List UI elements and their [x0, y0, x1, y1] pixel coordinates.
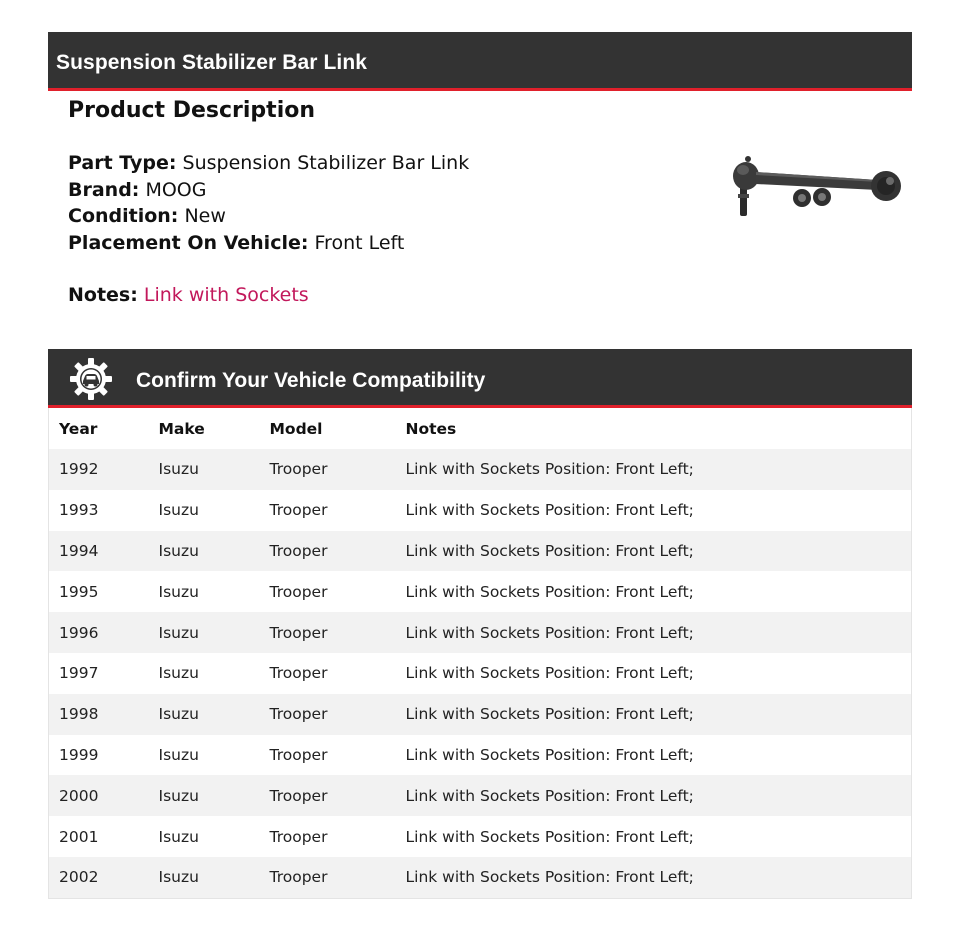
column-header-notes: Notes	[405, 419, 457, 438]
cell-year: 1996	[49, 612, 149, 653]
cell-notes: Link with Sockets Position: Front Left;	[405, 827, 694, 846]
spec-value: Suspension Stabilizer Bar Link	[182, 152, 470, 174]
notes-link[interactable]: Link with Sockets	[143, 284, 309, 306]
notes-label: Notes:	[68, 284, 138, 306]
table-row	[49, 490, 912, 531]
cell-model: Trooper	[260, 775, 396, 816]
cell-make: Isuzu	[158, 745, 199, 764]
compatibility-table	[48, 408, 912, 899]
cell-model: Trooper	[260, 612, 396, 653]
spec-brand	[68, 177, 688, 204]
spec-label: Condition:	[68, 205, 179, 227]
table-row	[49, 775, 912, 816]
product-title: Suspension Stabilizer Bar Link	[56, 51, 368, 74]
table-row	[49, 694, 912, 735]
spec-part-type	[68, 150, 688, 177]
table-row	[49, 653, 912, 694]
product-description-section	[68, 96, 688, 308]
cell-notes: Link with Sockets Position: Front Left;	[396, 694, 912, 735]
table-header-row	[49, 408, 912, 449]
cell-year: 1992	[49, 449, 149, 490]
cell-notes: Link with Sockets Position: Front Left;	[396, 857, 912, 898]
cell-make: Isuzu	[158, 664, 199, 683]
cell-make: Isuzu	[149, 449, 260, 490]
gear-car-icon	[70, 358, 112, 400]
cell-make: Isuzu	[149, 531, 260, 572]
cell-notes: Link with Sockets Position: Front Left;	[405, 745, 694, 764]
cell-make: Isuzu	[158, 582, 199, 601]
cell-make: Isuzu	[158, 827, 199, 846]
cell-year: 1997	[59, 664, 99, 683]
spec-value: MOOG	[145, 178, 207, 201]
cell-notes: Link with Sockets Position: Front Left;	[405, 501, 694, 520]
table-row	[49, 816, 912, 857]
spec-list	[68, 150, 688, 256]
spec-label: Brand:	[68, 178, 140, 201]
table-row	[49, 531, 912, 572]
cell-notes: Link with Sockets Position: Front Left;	[405, 582, 694, 601]
cell-model: Trooper	[260, 531, 396, 572]
cell-year: 1998	[49, 694, 149, 735]
cell-year: 1999	[59, 745, 99, 764]
table-row	[49, 612, 912, 653]
cell-notes: Link with Sockets Position: Front Left;	[396, 531, 912, 572]
cell-model: Trooper	[269, 582, 328, 601]
compatibility-header-bar	[48, 349, 912, 408]
table-row	[49, 571, 912, 612]
cell-year: 1994	[49, 531, 149, 572]
cell-notes: Link with Sockets Position: Front Left;	[396, 775, 912, 816]
cell-make: Isuzu	[158, 501, 199, 520]
product-image	[728, 150, 908, 222]
cell-year: 1995	[59, 582, 99, 601]
cell-make: Isuzu	[149, 775, 260, 816]
table-row	[49, 857, 912, 898]
spec-condition	[68, 203, 688, 230]
cell-notes: Link with Sockets Position: Front Left;	[396, 612, 912, 653]
cell-model: Trooper	[269, 501, 328, 520]
cell-model: Trooper	[260, 449, 396, 490]
notes-row	[68, 282, 688, 308]
cell-notes: Link with Sockets Position: Front Left;	[405, 664, 694, 683]
product-description-heading: Product Description	[68, 98, 316, 123]
cell-year: 2000	[49, 775, 149, 816]
table-row	[49, 449, 912, 490]
cell-year: 2001	[59, 827, 99, 846]
cell-model: Trooper	[260, 694, 396, 735]
spec-value: Front Left	[314, 231, 405, 254]
column-header-year: Year	[59, 419, 98, 438]
cell-make: Isuzu	[149, 612, 260, 653]
spec-label: Part Type:	[68, 152, 177, 174]
table-row	[49, 735, 912, 776]
cell-model: Trooper	[269, 664, 328, 683]
cell-year: 2002	[49, 857, 149, 898]
cell-notes: Link with Sockets Position: Front Left;	[396, 449, 912, 490]
cell-year: 1993	[59, 501, 99, 520]
spec-placement	[68, 230, 688, 257]
product-title-bar	[48, 32, 912, 91]
spec-label: Placement On Vehicle:	[68, 231, 309, 254]
cell-model: Trooper	[269, 745, 328, 764]
compatibility-title: Confirm Your Vehicle Compatibility	[136, 369, 486, 392]
column-header-model: Model	[269, 419, 323, 438]
cell-model: Trooper	[269, 827, 328, 846]
cell-model: Trooper	[260, 857, 396, 898]
cell-make: Isuzu	[149, 857, 260, 898]
column-header-make: Make	[158, 419, 205, 438]
cell-make: Isuzu	[149, 694, 260, 735]
spec-value: New	[184, 205, 226, 227]
